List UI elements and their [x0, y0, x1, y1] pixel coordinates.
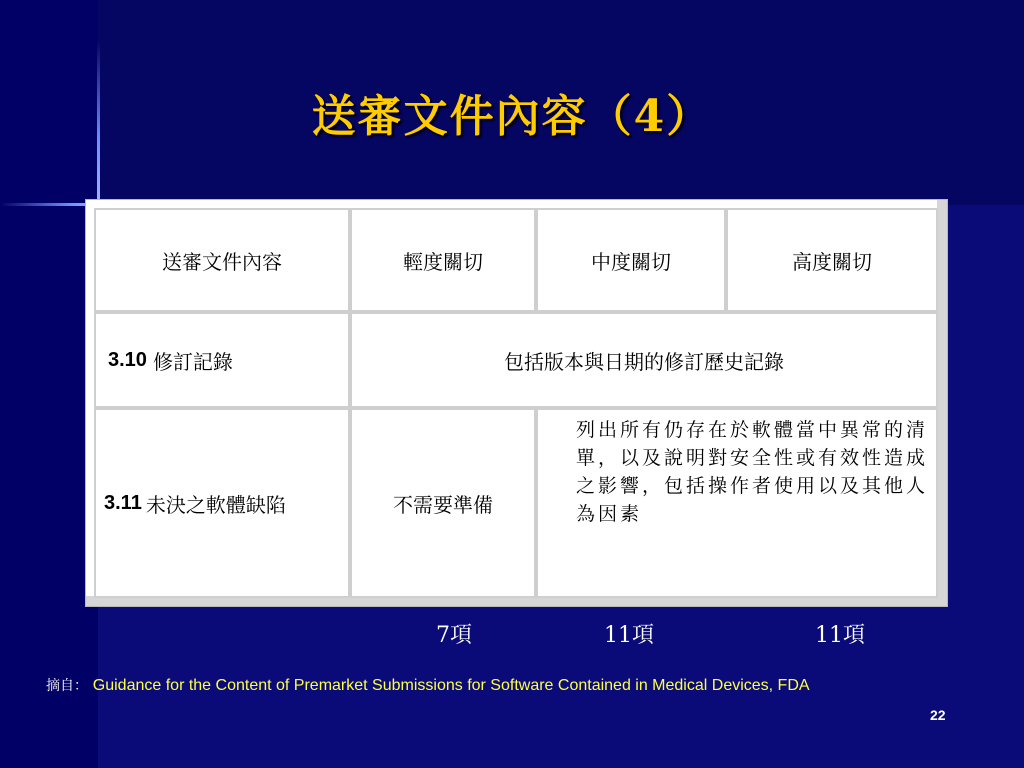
slide-title: 送審文件內容（4）	[311, 91, 713, 142]
header-cell-minor: 輕度關切	[350, 208, 536, 312]
row-311-moderate-major-cell: 列出所有仍存在於軟體當中異常的清單，以及說明對安全性或有效性造成之影響，包括操作者使用以及其他人為因素	[536, 408, 938, 598]
row-311-id: 3.11	[104, 491, 142, 514]
source-label: 摘自：	[46, 678, 88, 694]
row-311-minor-cell: 不需要準備	[350, 408, 536, 598]
comparison-table	[85, 199, 948, 607]
count-minor: 7項	[436, 623, 472, 648]
page-number: 22	[930, 707, 946, 723]
row-310-content-cell: 包括版本與日期的修訂歷史記錄	[350, 312, 938, 408]
row-310-id: 3.10	[108, 348, 147, 371]
source-citation	[46, 675, 810, 695]
row-311-label-cell	[94, 408, 350, 598]
count-major: 11項	[815, 623, 865, 648]
header-cell-content: 送審文件內容	[94, 208, 350, 312]
row-310-label-cell	[94, 312, 350, 408]
header-cell-moderate: 中度關切	[536, 208, 726, 312]
row-310-name: 修訂記錄	[152, 349, 233, 374]
table-shadow-right	[937, 200, 947, 606]
row-311-name: 未決之軟體缺陷	[145, 492, 286, 517]
header-cell-major: 高度關切	[726, 208, 938, 312]
count-moderate: 11項	[604, 623, 654, 648]
source-text: Guidance for the Content of Premarket Submissions for Software Contained in Medical Devices, FDA	[92, 677, 810, 694]
